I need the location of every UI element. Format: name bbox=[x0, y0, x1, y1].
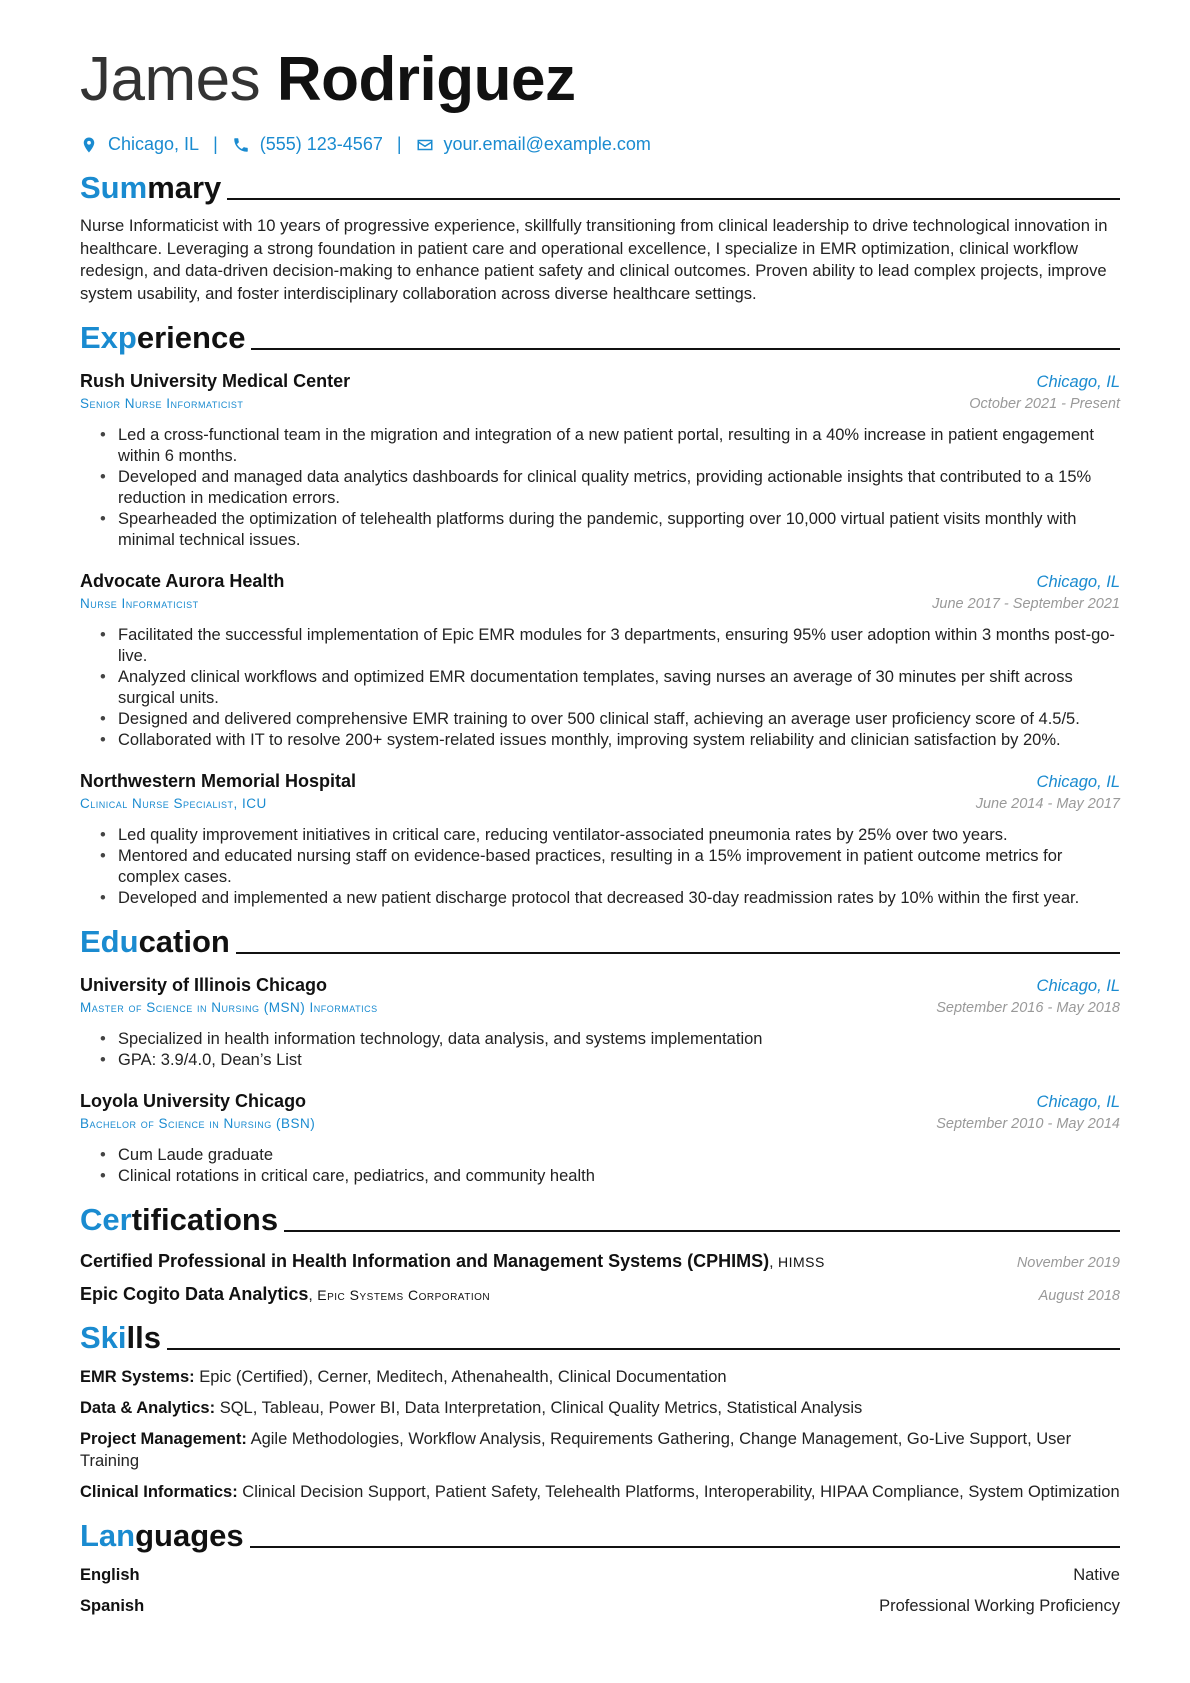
education-heading-accent: Edu bbox=[80, 924, 139, 959]
experience-list bbox=[80, 369, 1120, 909]
certifications-heading bbox=[80, 1199, 1120, 1239]
bullet-list bbox=[100, 825, 1120, 909]
bullet-item: • Led quality improvement initiatives in critical care, reducing ventilator-associated pneumonia rates by 25% over two years. bbox=[100, 825, 1120, 846]
bullet-item: • Mentored and educated nursing staff on evidence-based practices, resulting in a 15% improvement in patient outcome metrics for complex cases. bbox=[100, 846, 1120, 888]
section-rule bbox=[227, 198, 1120, 200]
entry-dates: June 2014 - May 2017 bbox=[975, 796, 1120, 812]
education-list bbox=[80, 973, 1120, 1187]
job-title: Senior Nurse Informaticist bbox=[80, 396, 244, 411]
bullet-item: • Developed and implemented a new patient discharge protocol that decreased 30-day readmission rates by 10% within the first year. bbox=[100, 888, 1120, 909]
certification-date: August 2018 bbox=[1038, 1288, 1120, 1304]
entry-location: Chicago, IL bbox=[1036, 1093, 1120, 1111]
skill-values: Epic (Certified), Cerner, Meditech, Athenahealth, Clinical Documentation bbox=[199, 1368, 727, 1386]
languages-list bbox=[80, 1564, 1120, 1617]
entry-location: Chicago, IL bbox=[1036, 373, 1120, 391]
bullet-item: • Specialized in health information technology, data analysis, and systems implementation bbox=[100, 1029, 1120, 1050]
language-level: Professional Working Proficiency bbox=[879, 1597, 1120, 1615]
contact-separator: | bbox=[213, 134, 218, 154]
bullet-item: • GPA: 3.9/4.0, Dean’s List bbox=[100, 1050, 1120, 1071]
bullet-item: • Facilitated the successful implementation of Epic EMR modules for 3 departments, ensuring 95% user adoption within 3 months post-go-live. bbox=[100, 625, 1120, 667]
skills-heading bbox=[80, 1317, 1120, 1357]
certification-date: November 2019 bbox=[1016, 1255, 1120, 1271]
languages-heading bbox=[80, 1515, 1120, 1555]
section-rule bbox=[250, 1546, 1120, 1548]
language-row bbox=[80, 1595, 1120, 1617]
contact-phone[interactable] bbox=[232, 134, 383, 155]
skills-heading-rest: lls bbox=[126, 1320, 161, 1355]
entry-location: Chicago, IL bbox=[1036, 773, 1120, 791]
summary-heading-accent: Sum bbox=[80, 170, 148, 205]
job-title: Nurse Informaticist bbox=[80, 596, 199, 611]
summary-heading-rest: mary bbox=[147, 170, 222, 205]
experience-heading bbox=[80, 317, 1120, 357]
certifications-heading-accent: Cer bbox=[80, 1202, 132, 1237]
contact-email[interactable] bbox=[416, 134, 651, 155]
experience-entry bbox=[80, 769, 1120, 909]
summary-text: Nurse Informaticist with 10 years of progressive experience, skillfully transitioning from clinical leadership to drive technological innovation in healthcare. Leveraging a strong foundation in patient care and operational excellence, I specialize in EMR optimization, clinical workflow redesign, and data-driven decision-making to enhance patient safety and clinical outcomes. Proven ability to lead complex projects, improve system usability, and foster interdisciplinary collaboration across diverse healthcare settings. bbox=[80, 216, 1108, 303]
entry-dates: September 2016 - May 2018 bbox=[936, 1000, 1120, 1016]
contact-line bbox=[80, 134, 1120, 155]
skill-category: Data & Analytics: bbox=[80, 1399, 216, 1417]
education-entry bbox=[80, 1089, 1120, 1187]
candidate-name bbox=[80, 40, 1120, 120]
skill-values: Clinical Decision Support, Patient Safety, Telehealth Platforms, Interoperability, HIPAA Compliance, System Optimization bbox=[242, 1483, 1120, 1501]
email-link[interactable]: your.email@example.com bbox=[443, 134, 651, 154]
certification-item: Epic Cogito Data Analytics, Epic Systems Corporation August 2018 bbox=[80, 1284, 1120, 1304]
skills-heading-accent: Ski bbox=[80, 1320, 127, 1355]
skill-values: SQL, Tableau, Power BI, Data Interpretation, Clinical Quality Metrics, Statistical Analysis bbox=[219, 1399, 863, 1417]
location-pin-icon bbox=[80, 136, 98, 154]
bullet-list bbox=[100, 1145, 1120, 1187]
section-rule bbox=[251, 348, 1120, 350]
location-text: Chicago, IL bbox=[108, 134, 200, 154]
school-name: Loyola University Chicago bbox=[80, 1091, 307, 1111]
degree-title: Bachelor of Science in Nursing (BSN) bbox=[80, 1116, 316, 1131]
education-heading-rest: cation bbox=[138, 924, 230, 959]
language-name: Spanish bbox=[80, 1597, 145, 1615]
bullet-item: • Spearheaded the optimization of telehealth platforms during the pandemic, supporting over 10,000 virtual patient visits monthly with minimal technical issues. bbox=[100, 509, 1120, 551]
first-name: James bbox=[80, 45, 261, 114]
skill-category: Clinical Informatics: bbox=[80, 1483, 238, 1501]
bullet-item: • Collaborated with IT to resolve 200+ system-related issues monthly, improving system reliability and clinician satisfaction by 20%. bbox=[100, 730, 1120, 751]
employer-name: Northwestern Memorial Hospital bbox=[80, 771, 357, 791]
bullet-item: • Developed and managed data analytics dashboards for clinical quality metrics, providing actionable insights that contributed to a 15% reduction in medication errors. bbox=[100, 467, 1120, 509]
experience-heading-rest: erience bbox=[136, 320, 246, 355]
employer-name: Advocate Aurora Health bbox=[80, 571, 285, 591]
skill-row bbox=[80, 1366, 1120, 1388]
entry-dates: October 2021 - Present bbox=[969, 396, 1120, 412]
certification-issuer: Epic Systems Corporation bbox=[317, 1287, 491, 1303]
languages-heading-accent: Lan bbox=[80, 1518, 136, 1553]
bullet-item: • Cum Laude graduate bbox=[100, 1145, 1120, 1166]
skill-values: Agile Methodologies, Workflow Analysis, Requirements Gathering, Change Management, Go-Live Support, User Training bbox=[80, 1430, 1072, 1470]
entry-location: Chicago, IL bbox=[1036, 573, 1120, 591]
skill-category: EMR Systems: bbox=[80, 1368, 195, 1386]
bullet-list bbox=[100, 425, 1120, 551]
experience-heading-accent: Exp bbox=[80, 320, 137, 355]
section-rule bbox=[284, 1230, 1120, 1232]
job-title: Clinical Nurse Specialist, ICU bbox=[80, 796, 267, 811]
certification-name: Epic Cogito Data Analytics bbox=[80, 1284, 309, 1304]
contact-separator: | bbox=[396, 134, 402, 154]
resume-page bbox=[80, 40, 1120, 1617]
skills-list bbox=[80, 1366, 1120, 1503]
bullet-item: • Led a cross-functional team in the migration and integration of a new patient portal, resulting in a 40% increase in patient engagement within 6 months. bbox=[100, 425, 1120, 467]
languages-heading-rest: guages bbox=[135, 1518, 244, 1553]
contact-location bbox=[80, 134, 199, 155]
bullet-item: • Designed and delivered comprehensive EMR training to over 500 clinical staff, achieving an average user proficiency score of 4.5/5. bbox=[100, 709, 1120, 730]
education-heading bbox=[80, 921, 1120, 961]
skill-row bbox=[80, 1397, 1120, 1419]
bullet-item: • Clinical rotations in critical care, pediatrics, and community health bbox=[100, 1166, 1120, 1187]
bullet-list bbox=[100, 1029, 1120, 1071]
skill-row bbox=[80, 1481, 1120, 1503]
skill-row bbox=[80, 1428, 1120, 1472]
certification-name: Certified Professional in Health Information and Management Systems (CPHIMS) bbox=[80, 1251, 770, 1271]
certification-issuer: HIMSS bbox=[778, 1254, 825, 1270]
last-name: Rodriguez bbox=[276, 45, 576, 114]
bullet-list bbox=[100, 625, 1120, 751]
certifications-list bbox=[80, 1251, 1120, 1305]
phone-text: (555) 123-4567 bbox=[259, 134, 383, 154]
school-name: University of Illinois Chicago bbox=[80, 975, 328, 995]
employer-name: Rush University Medical Center bbox=[80, 371, 351, 391]
entry-location: Chicago, IL bbox=[1036, 977, 1120, 995]
language-name: English bbox=[80, 1566, 140, 1584]
phone-icon bbox=[232, 136, 250, 154]
entry-dates: September 2010 - May 2014 bbox=[936, 1116, 1120, 1132]
language-level: Native bbox=[1073, 1566, 1120, 1584]
envelope-icon bbox=[416, 136, 434, 154]
language-row bbox=[80, 1564, 1120, 1586]
degree-title: Master of Science in Nursing (MSN) Informatics bbox=[80, 1000, 378, 1015]
certifications-heading-rest: tifications bbox=[131, 1202, 279, 1237]
education-entry bbox=[80, 973, 1120, 1071]
certification-item: Certified Professional in Health Information and Management Systems (CPHIMS), HIMSS November 2019 bbox=[80, 1251, 1120, 1271]
skill-category: Project Management: bbox=[80, 1430, 247, 1448]
section-rule bbox=[236, 952, 1120, 954]
section-rule bbox=[167, 1348, 1120, 1350]
experience-entry bbox=[80, 369, 1120, 551]
summary-heading bbox=[80, 167, 1120, 207]
experience-entry bbox=[80, 569, 1120, 751]
entry-dates: June 2017 - September 2021 bbox=[932, 596, 1120, 612]
bullet-item: • Analyzed clinical workflows and optimized EMR documentation templates, saving nurses an average of 30 minutes per shift across surgical units. bbox=[100, 667, 1120, 709]
